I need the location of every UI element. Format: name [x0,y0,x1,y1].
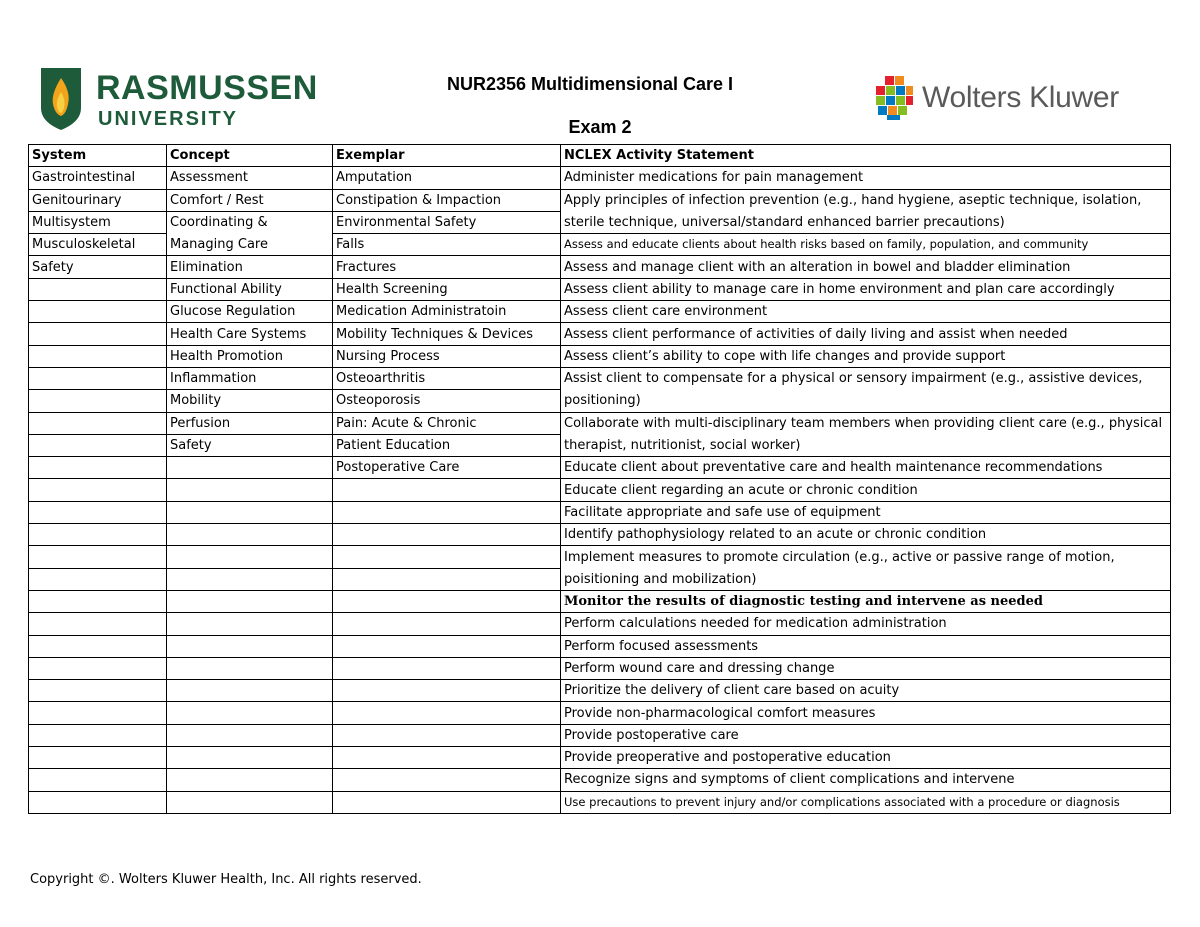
system-cell: Musculoskeletal [29,234,167,256]
nclex-cell: Provide preoperative and postoperative education [561,747,1171,769]
nclex-cell: Use precautions to prevent injury and/or complications associated with a procedure or diagnosis [561,791,1171,813]
exemplar-cell: Falls [333,234,561,256]
exemplar-cell: Fractures [333,256,561,278]
system-cell [29,367,167,389]
concept-cell: Elimination [167,256,333,278]
exemplar-cell [333,747,561,769]
table-row [29,479,1171,501]
table-row [29,301,1171,323]
system-cell: Safety [29,256,167,278]
exam-table [28,144,1171,814]
nclex-cell: Perform wound care and dressing change [561,657,1171,679]
concept-cell: Coordinating & [167,211,333,233]
concept-cell: Assessment [167,167,333,189]
system-cell [29,390,167,412]
nclex-cell: Assess client ability to manage care in home environment and plan care accordingly [561,278,1171,300]
nclex-cell: Monitor the results of diagnostic testing and intervene as needed [561,590,1171,612]
concept-cell [167,613,333,635]
system-cell: Genitourinary [29,189,167,211]
nclex-cell: Provide postoperative care [561,724,1171,746]
nclex-cell: Identify pathophysiology related to an acute or chronic condition [561,524,1171,546]
exemplar-cell [333,635,561,657]
system-cell [29,568,167,590]
concept-cell [167,702,333,724]
concept-cell [167,568,333,590]
concept-cell: Functional Ability [167,278,333,300]
exemplar-cell [333,546,561,568]
system-cell [29,769,167,791]
system-cell [29,546,167,568]
exemplar-cell [333,657,561,679]
table-row [29,724,1171,746]
logo-name: Wolters Kluwer [922,81,1119,114]
nclex-cell: Assist client to compensate for a physical or sensory impairment (e.g., assistive devices, [561,367,1171,389]
exemplar-cell: Osteoporosis [333,390,561,412]
system-cell [29,479,167,501]
exemplar-cell [333,479,561,501]
wolters-kluwer-logo [872,74,1122,124]
concept-cell [167,590,333,612]
logo-name: RASMUSSEN [96,69,318,107]
table-row [29,390,1171,412]
nclex-cell: Assess client performance of activities of daily living and assist when needed [561,323,1171,345]
header-cell: System [29,145,167,167]
table-row [29,546,1171,568]
nclex-cell: positioning) [561,390,1171,412]
table-row [29,256,1171,278]
concept-cell [167,479,333,501]
exemplar-cell [333,769,561,791]
system-cell [29,345,167,367]
table-row [29,657,1171,679]
exemplar-cell [333,702,561,724]
exemplar-cell: Nursing Process [333,345,561,367]
nclex-cell: sterile technique, universal/standard enhanced barrier precautions) [561,211,1171,233]
concept-cell [167,657,333,679]
table-row [29,568,1171,590]
system-cell [29,747,167,769]
table-row [29,345,1171,367]
concept-cell [167,457,333,479]
exemplar-cell: Postoperative Care [333,457,561,479]
nclex-cell: Perform calculations needed for medication administration [561,613,1171,635]
page-title: NUR2356 Multidimensional Care I [446,74,734,94]
exemplar-cell: Medication Administratoin [333,301,561,323]
exemplar-cell [333,590,561,612]
nclex-cell: Assess client care environment [561,301,1171,323]
mosaic-globe-icon [872,74,916,122]
table-row [29,457,1171,479]
system-cell [29,412,167,434]
table-row [29,501,1171,523]
system-cell [29,635,167,657]
nclex-cell: Facilitate appropriate and safe use of equipment [561,501,1171,523]
table-row [29,635,1171,657]
header-cell: Concept [167,145,333,167]
nclex-cell: Implement measures to promote circulation (e.g., active or passive range of motion, [561,546,1171,568]
exemplar-cell: Health Screening [333,278,561,300]
concept-cell [167,680,333,702]
concept-cell [167,635,333,657]
system-cell [29,680,167,702]
concept-cell [167,791,333,813]
system-cell [29,590,167,612]
system-cell [29,457,167,479]
copyright-footer: Copyright ©. Wolters Kluwer Health, Inc. All rights reserved. [30,872,422,887]
nclex-cell: Assess and manage client with an alteration in bowel and bladder elimination [561,256,1171,278]
header-cell: NCLEX Activity Statement [561,145,1171,167]
nclex-cell: therapist, nutritionist, social worker) [561,434,1171,456]
concept-cell [167,769,333,791]
table-row [29,234,1171,256]
exemplar-cell [333,724,561,746]
nclex-cell: Prioritize the delivery of client care based on acuity [561,680,1171,702]
table-row [29,590,1171,612]
system-cell: Multisystem [29,211,167,233]
system-cell [29,791,167,813]
concept-cell: Comfort / Rest [167,189,333,211]
table-row [29,680,1171,702]
table-row [29,189,1171,211]
concept-cell: Glucose Regulation [167,301,333,323]
nclex-cell: Educate client about preventative care and health maintenance recommendations [561,457,1171,479]
exemplar-cell: Environmental Safety [333,211,561,233]
exemplar-cell: Patient Education [333,434,561,456]
nclex-cell: Apply principles of infection prevention (e.g., hand hygiene, aseptic technique, isolation, [561,189,1171,211]
concept-cell [167,724,333,746]
table-row [29,769,1171,791]
table-row [29,613,1171,635]
exemplar-cell: Pain: Acute & Chronic [333,412,561,434]
nclex-cell: Administer medications for pain management [561,167,1171,189]
system-cell [29,434,167,456]
rasmussen-logo [38,66,318,132]
exemplar-cell [333,613,561,635]
exemplar-cell [333,568,561,590]
system-cell [29,278,167,300]
nclex-cell: poisitioning and mobilization) [561,568,1171,590]
system-cell [29,702,167,724]
system-cell [29,657,167,679]
exemplar-cell [333,680,561,702]
table-row [29,791,1171,813]
exemplar-cell: Amputation [333,167,561,189]
nclex-cell: Recognize signs and symptoms of client complications and intervene [561,769,1171,791]
nclex-cell: Assess client’s ability to cope with life changes and provide support [561,345,1171,367]
system-cell [29,323,167,345]
system-cell [29,524,167,546]
nclex-cell: Collaborate with multi-disciplinary team members when providing client care (e.g., physical [561,412,1171,434]
nclex-cell: Assess and educate clients about health risks based on family, population, and community [561,234,1171,256]
table-row [29,278,1171,300]
system-cell [29,724,167,746]
flame-shield-icon [38,66,84,132]
concept-cell [167,524,333,546]
concept-cell: Mobility [167,390,333,412]
concept-cell: Health Promotion [167,345,333,367]
system-cell [29,613,167,635]
nclex-cell: Perform focused assessments [561,635,1171,657]
logo-sub: UNIVERSITY [98,108,239,130]
page-subtitle: Exam 2 [568,117,632,137]
concept-cell: Inflammation [167,367,333,389]
system-cell: Gastrointestinal [29,167,167,189]
nclex-cell: Provide non-pharmacological comfort measures [561,702,1171,724]
table-row [29,323,1171,345]
table-row [29,434,1171,456]
exemplar-cell [333,791,561,813]
concept-cell: Perfusion [167,412,333,434]
concept-cell: Managing Care [167,234,333,256]
nclex-cell: Educate client regarding an acute or chronic condition [561,479,1171,501]
concept-cell [167,747,333,769]
table-row [29,702,1171,724]
concept-cell: Health Care Systems [167,323,333,345]
header-cell: Exemplar [333,145,561,167]
table-row [29,412,1171,434]
exemplar-cell [333,524,561,546]
system-cell [29,301,167,323]
system-cell [29,501,167,523]
exemplar-cell: Constipation & Impaction [333,189,561,211]
exemplar-cell: Mobility Techniques & Devices [333,323,561,345]
exemplar-cell [333,501,561,523]
table-row [29,167,1171,189]
concept-cell [167,501,333,523]
exemplar-cell: Osteoarthritis [333,367,561,389]
table-row [29,367,1171,389]
table-row [29,524,1171,546]
table-header-row [29,145,1171,167]
concept-cell: Safety [167,434,333,456]
concept-cell [167,546,333,568]
table-row [29,747,1171,769]
table-row [29,211,1171,233]
